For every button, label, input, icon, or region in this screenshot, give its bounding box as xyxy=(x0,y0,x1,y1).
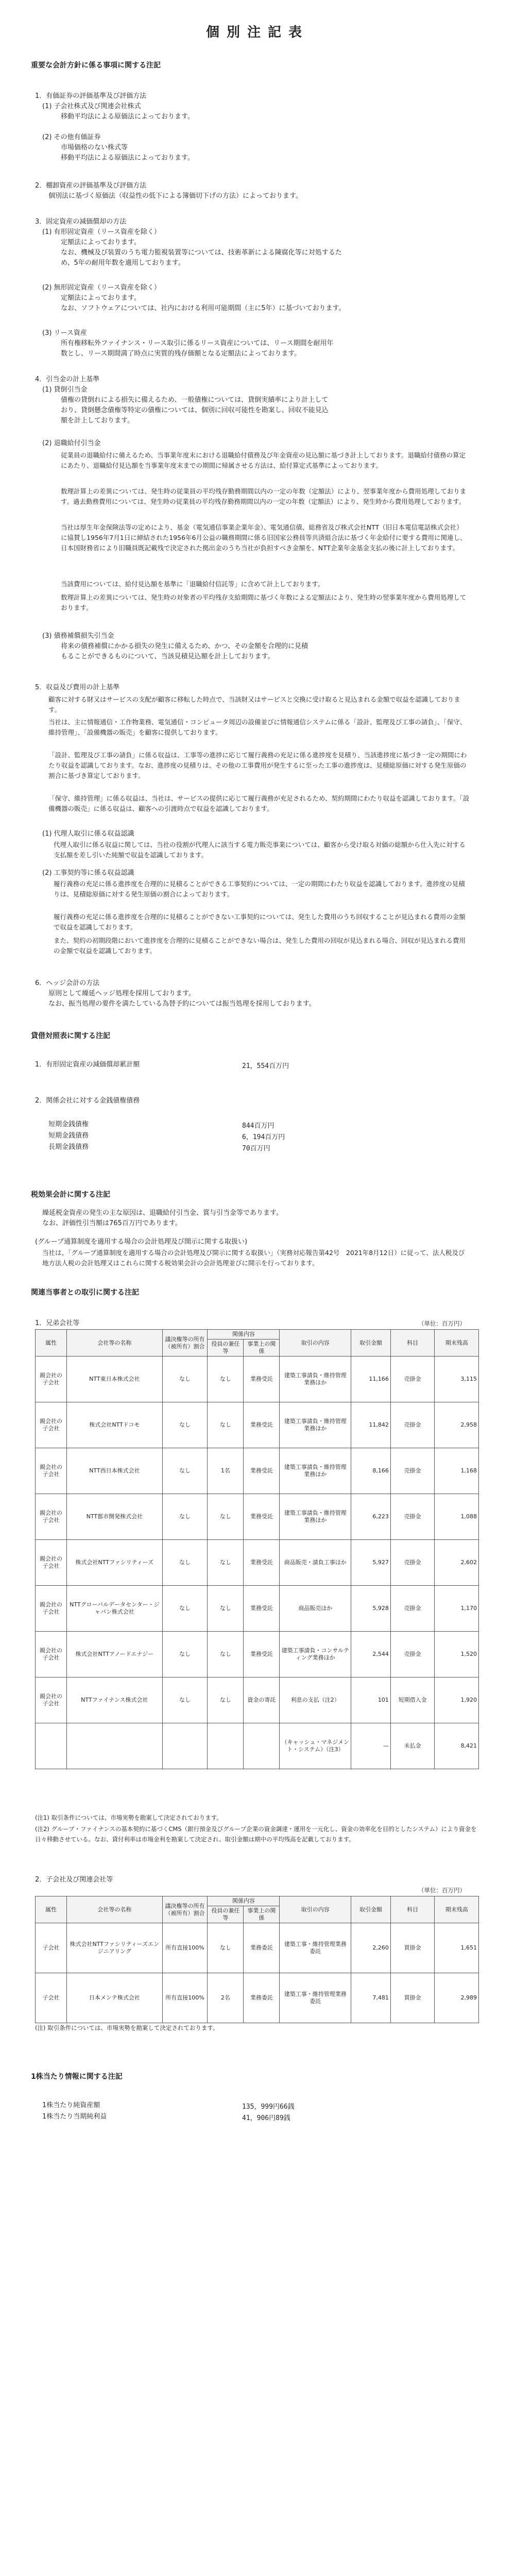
s3-heading: 3．固定資産の減価償却の方法 xyxy=(35,218,127,226)
s3-c-line2: 数とし、リース期間満了時点に実質的残存価額となる定額法によっております。 xyxy=(61,350,301,358)
rp-t1-cell-voting xyxy=(162,1723,208,1769)
rp-t1-unit: （単位：百万円） xyxy=(418,1320,466,1327)
s3-c-line1: 所有権移転外ファイナンス・リース取引に係るリース資産については、リース期間を耐用年 xyxy=(61,340,334,347)
rp-t1-col-business: 事業上の関係 xyxy=(244,1340,280,1357)
rp-t1-row xyxy=(36,1586,479,1632)
s4-c-line1: 将来の債務補償にかかる損失の発生に備えるため、かつ、その金額を合理的に見積 xyxy=(61,642,308,650)
rp-t2-col-officers: 役員の兼任等 xyxy=(208,1906,244,1923)
s3-b-line1: 定額法によっております。 xyxy=(61,294,141,302)
page-title: 個別注記表 xyxy=(205,25,309,40)
s1-b-heading: (2) その他有価証券 xyxy=(42,133,101,141)
rp-t1-col-voting: 議決権等の所有（被所有）割合 xyxy=(162,1330,208,1357)
rp-t1-cell-amount: 101 xyxy=(351,1677,391,1723)
pershare-row1-label: 1株当たり純資産額 xyxy=(42,2102,100,2109)
rp-t1-col-account: 科目 xyxy=(390,1330,435,1357)
rp-t1-col-amount: 取引金額 xyxy=(351,1330,391,1357)
rp-t2-row xyxy=(36,1973,479,2023)
s4-b-para4: 当該費用については、給付見込額を基準に「退職給付信託等」に含めて計上しております。 xyxy=(61,580,324,588)
s3-a-line1: 定額法によっております。 xyxy=(61,239,141,246)
bs-item1-label: 1．有形固定資産の減価償却累計額 xyxy=(35,1061,140,1069)
tax-line4: 当社は、「グループ通算制度を適用する場合の会計処理及び開示に関する取扱い」（実務対応報告第42号 2021年8月12日）に従って、法人税及び地方法人税の会計処理又はこれらに関する税効果会計の会計処理並びに開示を行っております。 xyxy=(42,1249,465,1267)
rp-t1-cell-officers: なし xyxy=(208,1586,244,1632)
rp-t1-cell-voting: なし xyxy=(162,1448,208,1494)
rp-t1-cell-company: NTTグローバルデータセンター・ジャパン株式会社 xyxy=(67,1586,163,1632)
rp-t2-col-relation: 関係内容 xyxy=(208,1896,280,1906)
rp-t2-heading: 2．子会社及び関連会社等 xyxy=(35,1876,113,1884)
rp-t2-cell-balance: 2,989 xyxy=(435,1973,479,2023)
tax-line3: (グループ通算制度を適用する場合の会計処理及び開示に関する取扱い) xyxy=(35,1238,248,1246)
rp-t2-col-company: 会社等の名称 xyxy=(67,1896,163,1923)
rp-t2-cell-attribute: 子会社 xyxy=(36,1923,67,1973)
rp-t1-row xyxy=(36,1540,479,1586)
rp-t1-col-relation: 関係内容 xyxy=(208,1330,280,1340)
rp-t1-cell-amount: 11,166 xyxy=(351,1357,391,1402)
pershare-row2-value: 41，906円89銭 xyxy=(242,2114,290,2122)
rp-t1-cell-business xyxy=(244,1723,280,1769)
rp-t1-cell-officers: 1名 xyxy=(208,1448,244,1494)
s4-b-heading: (2) 退職給付引当金 xyxy=(42,439,101,447)
s4-a-line1: 債権の貸倒れによる損失に備えるため、一般債権については、貸倒実績率により計上して xyxy=(61,396,329,404)
rp-t1-cell-company: 株式会社NTTファシリティーズ xyxy=(67,1540,163,1586)
rp-t1-row xyxy=(36,1677,479,1723)
s5-b-para1: 履行義務の充足に係る進捗度を合理的に見積ることができる工事契約については、一定の期間にわたり収益を認識しております。進捗度の見積りは、見積総原価に対する発生原価の割合によっております。 xyxy=(54,880,465,898)
s1-b-sub: 市場価格のない株式等 xyxy=(61,144,128,151)
rp-t2-cell-voting: 所有直接100% xyxy=(162,1973,208,2023)
rp-t2-row xyxy=(36,1923,479,1973)
rp-t1-row xyxy=(36,1357,479,1402)
rp-t1-cell-business: 業務受託 xyxy=(244,1402,280,1448)
rp-t1-row xyxy=(36,1448,479,1494)
rp-t2-cell-voting: 所有直接100% xyxy=(162,1923,208,1973)
rp-t1-cell-attribute: 親会社の子会社 xyxy=(36,1448,67,1494)
s4-a-heading: (1) 貸倒引当金 xyxy=(42,386,88,394)
rp-t1-cell-business: 業務受託 xyxy=(244,1632,280,1677)
rp-t1-cell-business: 業務受託 xyxy=(244,1357,280,1402)
tax-line2: なお、評価性引当額は765百万円であります。 xyxy=(42,1219,182,1227)
rp-t1-row xyxy=(36,1632,479,1677)
rp-heading: 関連当事者との取引に関する注記 xyxy=(31,1289,139,1297)
rp-t2-cell-officers: 2名 xyxy=(208,1973,244,2023)
pershare-row2-label: 1株当たり当期純利益 xyxy=(42,2113,107,2121)
s4-b-para5: 数理計算上の差異については、発生時の対象者の平均残存支給期間に基づく年数による定額法により、発生時の翌事業年度から費用処理しております。 xyxy=(61,594,467,612)
rp-t1-cell-account: 売掛金 xyxy=(390,1402,435,1448)
rp-t1-cell-voting: なし xyxy=(162,1677,208,1723)
rp-t1-col-transaction: 取引の内容 xyxy=(280,1330,351,1357)
tax-line1: 繰延税金資産の発生の主な原因は、退職給付引当金、賞与引当金等であります。 xyxy=(42,1209,283,1217)
s5-b-para3: また、契約の初期段階において進捗度を合理的に見積ることができない場合は、発生した費用の回収が見込まれる場合、回収が見込まれる費用の金額で収益を認識しております。 xyxy=(54,937,466,955)
rp-t1-cell-amount: 5,928 xyxy=(351,1586,391,1632)
s3-a-heading: (1) 有形固定資産（リース資産を除く） xyxy=(42,228,161,236)
s5-b-heading: (2) 工事契約等に係る収益認識 xyxy=(42,869,134,877)
bs-item2-label: 2．関係会社に対する金銭債権債務 xyxy=(35,1097,140,1105)
rp-t1-cell-amount: 6,223 xyxy=(351,1494,391,1540)
rp-t1-col-officers: 役員の兼任等 xyxy=(208,1340,244,1357)
rp-t1-cell-amount: — xyxy=(351,1723,391,1769)
rp-t1-cell-transaction: 利息の支払（注2） xyxy=(280,1677,351,1723)
rp-t1-note1: (注1) 取引条件については、市場実勢を勘案して決定されております。 xyxy=(35,1814,222,1821)
rp-t1-cell-voting: なし xyxy=(162,1540,208,1586)
s3-a-line2: なお、機械及び装置のうち電力監視装置等については、技術革新による陳腐化等に対処するた xyxy=(61,249,342,257)
s5-para2: 当社は、主に情報通信・工作物業務、電気通信・コンピュータ周辺の設備並びに情報通信システムに係る「設計、監理及び工事の請負」、「保守、維持管理」、「設備機器の販売」を顧客に提供しております。 xyxy=(48,718,467,736)
rp-t1-cell-business: 資金の寄託 xyxy=(244,1677,280,1723)
rp-t1-cell-balance: 1,170 xyxy=(435,1586,479,1632)
rp-t1-col-balance: 期末残高 xyxy=(435,1330,479,1357)
rp-t1-col-attribute: 属性 xyxy=(36,1330,67,1357)
rp-t1-cell-officers xyxy=(208,1723,244,1769)
rp-t1-cell-officers: なし xyxy=(208,1494,244,1540)
rp-t1-cell-company: NTTファイナンス株式会社 xyxy=(67,1677,163,1723)
s4-c-heading: (3) 債務補償損失引当金 xyxy=(42,632,114,640)
bs-row3-label: 長期金銭債務 xyxy=(48,1143,89,1151)
rp-t1-heading: 1．兄弟会社等 xyxy=(35,1319,80,1327)
rp-table-1 xyxy=(35,1329,479,1769)
rp-t2-cell-transaction: 建築工事・維持管理業務委託 xyxy=(280,1973,351,2023)
rp-t1-cell-voting: なし xyxy=(162,1357,208,1402)
rp-t1-cell-voting: なし xyxy=(162,1632,208,1677)
s5-a-para: 代理人取引に係る収益に関しては、当社の役割が代理人に該当する電力販売事業については、顧客から受け取る対価の総額から仕入先に対する支払額を差し引いた純額で収益を認識しております。 xyxy=(54,841,466,859)
s4-b-para1: 従業員の退職給付に備えるため、当事業年度末における退職給付債務及び年金資産の見込額に基づき計上しております。退職給付債務の算定にあたり、退職給付見込額を当事業年度末までの期間に帰属させる方法は、給付算定式基準によっております。 xyxy=(61,451,466,469)
rp-t1-cell-balance: 2,958 xyxy=(435,1402,479,1448)
rp-t1-cell-company: NTT都市開発株式会社 xyxy=(67,1494,163,1540)
s3-a-line3: め、5年の耐用年数を適用しております。 xyxy=(61,259,185,267)
s4-a-line3: 額を計上しております。 xyxy=(61,417,134,425)
s2-heading: 2．棚卸資産の評価基準及び評価方法 xyxy=(35,182,147,190)
rp-t1-cell-transaction: 建築工事請負・維持管理業務ほか xyxy=(280,1448,351,1494)
rp-t1-cell-officers: なし xyxy=(208,1632,244,1677)
rp-t2-cell-account: 買掛金 xyxy=(390,1973,435,2023)
rp-t1-cell-account: 売掛金 xyxy=(390,1357,435,1402)
s3-b-heading: (2) 無形固定資産（リース資産を除く） xyxy=(42,284,161,292)
s1-a-text: 移動平均法による原価法によっております。 xyxy=(61,113,194,121)
s3-c-heading: (3) リース資産 xyxy=(42,329,87,337)
s1-a-heading: (1) 子会社株式及び関連会社株式 xyxy=(42,103,141,110)
rp-t1-cell-account: 短期借入金 xyxy=(390,1677,435,1723)
rp-t2-cell-transaction: 建築工事・維持管理業務委託 xyxy=(280,1923,351,1973)
main-heading: 重要な会計方針に係る事項に関する注記 xyxy=(31,61,161,70)
rp-t2-col-business: 事業上の関係 xyxy=(244,1906,280,1923)
rp-t1-cell-account: 売掛金 xyxy=(390,1494,435,1540)
rp-t1-cell-voting: なし xyxy=(162,1402,208,1448)
rp-t2-cell-company: 株式会社NTTファシリティーズエンジニアリング xyxy=(67,1923,163,1973)
rp-t1-cell-attribute: 親会社の子会社 xyxy=(36,1586,67,1632)
rp-t2-cell-business: 業務委託 xyxy=(244,1973,280,2023)
rp-t2-note1: (注) 取引条件については、市場実勢を勘案して決定されております。 xyxy=(35,2024,219,2031)
s4-a-line2: おり、貸倒懸念債権等特定の債権については、個別に回収可能性を勘案し、回収不能見込 xyxy=(61,406,329,414)
rp-t1-cell-account: 売掛金 xyxy=(390,1448,435,1494)
rp-t1-cell-balance: 1,088 xyxy=(435,1494,479,1540)
rp-t1-cell-voting: なし xyxy=(162,1494,208,1540)
bs-item1-value: 21，554百万円 xyxy=(242,1062,289,1070)
rp-t1-cell-balance: 3,115 xyxy=(435,1357,479,1402)
rp-t1-cell-account: 未払金 xyxy=(390,1723,435,1769)
rp-t1-cell-business: 業務受託 xyxy=(244,1448,280,1494)
rp-t1-cell-attribute xyxy=(36,1723,67,1769)
rp-t2-cell-attribute: 子会社 xyxy=(36,1973,67,2023)
bs-row3-value: 70百万円 xyxy=(242,1145,270,1153)
rp-t2-col-voting: 議決権等の所有（被所有）割合 xyxy=(162,1896,208,1923)
rp-t1-cell-account: 売掛金 xyxy=(390,1540,435,1586)
pershare-row1-value: 135，999円66銭 xyxy=(242,2103,295,2111)
rp-t1-note2: (注2) グループ・ファイナンスの基本契約に基づくCMS（銀行預金及びグループ企業の資金調達・運用を一元化し、資金の効率化を目的としたシステム）により資金を日々移動させている。なお、貸付利率は市場金利を勘案して決定され、取引金額は期中の平均残高を記載しております。 xyxy=(35,1825,477,1843)
rp-t1-cell-company: 株式会社NTTアノードエナジー xyxy=(67,1632,163,1677)
rp-t1-cell-amount: 5,927 xyxy=(351,1540,391,1586)
bs-row1-value: 844百万円 xyxy=(242,1122,274,1130)
rp-t1-cell-balance: 8,421 xyxy=(435,1723,479,1769)
rp-t1-cell-balance: 2,602 xyxy=(435,1540,479,1586)
rp-t1-cell-business: 業務受託 xyxy=(244,1494,280,1540)
rp-t1-cell-company xyxy=(67,1723,163,1769)
s6-line1: 原則として繰延ヘッジ処理を採用しております。 xyxy=(48,990,195,997)
s4-b-para2: 数理計算上の差異については、発生時の従業員の平均残存勤務期間以内の一定の年数（定額法）により、翌事業年度から費用処理しております。過去勤務費用については、発生時の従業員の平均残存勤務期間以内の一定の年数（定額法）により、発生時から費用処理しております。 xyxy=(61,487,467,505)
s6-heading: 6．ヘッジ会計の方法 xyxy=(35,979,100,987)
rp-t2-col-amount: 取引金額 xyxy=(351,1896,391,1923)
rp-t2-cell-amount: 2,260 xyxy=(351,1923,391,1973)
s1-b-text: 移動平均法による原価法によっております。 xyxy=(61,154,194,162)
rp-t1-cell-officers: なし xyxy=(208,1357,244,1402)
rp-t1-cell-business: 業務受託 xyxy=(244,1586,280,1632)
rp-t1-cell-business: 業務受託 xyxy=(244,1540,280,1586)
rp-t1-cell-amount: 11,842 xyxy=(351,1402,391,1448)
rp-t1-cell-transaction: 商品販売ほか xyxy=(280,1586,351,1632)
rp-t2-cell-company: 日本メンテ株式会社 xyxy=(67,1973,163,2023)
s3-b-line2: なお、ソフトウェアについては、社内における利用可能期間（主に5年）に基づいております。 xyxy=(61,304,346,312)
s5-heading: 5．収益及び費用の計上基準 xyxy=(35,684,120,691)
rp-t1-cell-company: 株式会社NTTドコモ xyxy=(67,1402,163,1448)
rp-t1-cell-attribute: 親会社の子会社 xyxy=(36,1357,67,1402)
bs-row1-label: 短期金銭債権 xyxy=(48,1121,89,1128)
rp-t2-header-row xyxy=(36,1896,479,1906)
rp-t2-col-attribute: 属性 xyxy=(36,1896,67,1923)
rp-t1-cell-officers: なし xyxy=(208,1677,244,1723)
tax-heading: 税効果会計に関する注記 xyxy=(31,1191,110,1199)
rp-t1-cell-company: NTT西日本株式会社 xyxy=(67,1448,163,1494)
bs-row2-value: 6，194百万円 xyxy=(242,1133,285,1141)
s4-b-para3: 当社は厚生年金保険法等の定めにより、基金（電気通信事業企業年金）、電気通信債、総務省及び株式会社NTT（旧日本電信電話株式会社）に協賛し1956年7月1日に締結された1956年6月公益の職務期間に係る旧国家公務員等共済組合法に基づく年金給付に要する費用に関連し、日本国財務省により旧職員既記載残で決定された拠出金のうち当社が負担すべき金額を、NTT企業年金基金支払の後に計上しております。 xyxy=(61,523,467,552)
rp-t1-cell-attribute: 親会社の子会社 xyxy=(36,1632,67,1677)
s5-a-heading: (1) 代理人取引に係る収益認識 xyxy=(42,830,134,838)
rp-t2-col-account: 科目 xyxy=(390,1896,435,1923)
rp-t1-cell-attribute: 親会社の子会社 xyxy=(36,1540,67,1586)
rp-t1-cell-attribute: 親会社の子会社 xyxy=(36,1677,67,1723)
rp-t1-cell-attribute: 親会社の子会社 xyxy=(36,1402,67,1448)
s1-heading: 1．有価証券の評価基準及び評価方法 xyxy=(35,92,147,100)
rp-t1-cell-account: 売掛金 xyxy=(390,1586,435,1632)
s4-c-line2: もることができるものについて、当該見積見込額を計上しております。 xyxy=(61,653,274,660)
rp-t1-cell-balance: 1,920 xyxy=(435,1677,479,1723)
rp-t1-cell-attribute: 親会社の子会社 xyxy=(36,1494,67,1540)
rp-t1-cell-amount: 8,166 xyxy=(351,1448,391,1494)
rp-t1-cell-officers: なし xyxy=(208,1540,244,1586)
rp-t1-cell-amount: 2,544 xyxy=(351,1632,391,1677)
s5-b-para2: 履行義務の充足に係る進捗度を合理的に見積ることができない工事契約については、発生した費用のうち回収することが見込まれる費用の金額で収益を認識しております。 xyxy=(54,913,466,931)
rp-t1-cell-balance: 1,168 xyxy=(435,1448,479,1494)
s5-para4: 「保守、維持管理」に係る収益は、当社は、サービスの提供に応じて履行義務が充足されるため、契約期間にわたり収益を認識しております。「設備機器の販売」に係る収益は、顧客への引渡時点で収益を認識しております。 xyxy=(48,794,470,812)
bs-row2-label: 短期金銭債務 xyxy=(48,1132,89,1140)
rp-t1-row xyxy=(36,1494,479,1540)
rp-t2-cell-amount: 7,481 xyxy=(351,1973,391,2023)
rp-t1-row xyxy=(36,1402,479,1448)
rp-t1-cell-transaction: 建築工事請負・維持管理業務ほか xyxy=(280,1402,351,1448)
rp-t1-cell-voting: なし xyxy=(162,1586,208,1632)
rp-t2-cell-business: 業務委託 xyxy=(244,1923,280,1973)
rp-t1-cell-transaction: 建築工事請負・維持管理業務ほか xyxy=(280,1494,351,1540)
rp-t1-row xyxy=(36,1723,479,1769)
s2-text: 個別法に基づく原価法（収益性の低下による簿価切下げの方法）によっております。 xyxy=(48,192,302,200)
rp-t1-cell-transaction: 建築工事請負・維持管理業務ほか xyxy=(280,1357,351,1402)
rp-t1-cell-transaction: （キャッシュ・マネジメント・システム）（注3） xyxy=(280,1723,351,1769)
rp-t1-col-company: 会社等の名称 xyxy=(67,1330,163,1357)
pershare-heading: 1株当たり情報に関する注記 xyxy=(31,2073,123,2081)
bs-heading: 貸借対照表に関する注記 xyxy=(31,1032,110,1040)
s5-para3: 「設計、監理及び工事の請負」に係る収益は、工事等の進捗に応じて履行義務の充足に係る進捗度を見積り、当該進捗度に基づき一定の期間にわたり収益を認識しております。なお、進捗度の見積りは、その他の工事費用が発生するに至った工事の進捗度は、見積総原価に対する発生原価の割合に基づき算定しております。 xyxy=(48,751,467,779)
rp-t1-cell-account: 売掛金 xyxy=(390,1632,435,1677)
rp-t1-cell-balance: 1,520 xyxy=(435,1632,479,1677)
s6-line2: なお、振当処理の要件を満たしている為替予約については振当処理を採用しております。 xyxy=(48,1000,316,1008)
rp-t2-cell-account: 買掛金 xyxy=(390,1923,435,1973)
rp-t2-cell-balance: 1,651 xyxy=(435,1923,479,1973)
s4-heading: 4．引当金の計上基準 xyxy=(35,376,100,383)
rp-t1-cell-transaction: 商品販売・請負工事ほか xyxy=(280,1540,351,1586)
s5-para1: 顧客に対する財又はサービスの支配が顧客に移転した時点で、当該財又はサービスと交換に受け取ると見込まれる金額で収益を認識しております。 xyxy=(48,696,460,714)
rp-t2-col-balance: 期末残高 xyxy=(435,1896,479,1923)
rp-table-2 xyxy=(35,1896,479,2023)
rp-t2-unit: （単位：百万円） xyxy=(418,1887,466,1894)
rp-t2-col-transaction: 取引の内容 xyxy=(280,1896,351,1923)
rp-t1-cell-transaction: 建築工事請負・コンサルティング業務ほか xyxy=(280,1632,351,1677)
rp-t1-cell-company: NTT東日本株式会社 xyxy=(67,1357,163,1402)
rp-t2-cell-officers: なし xyxy=(208,1923,244,1973)
rp-t1-header-row xyxy=(36,1330,479,1340)
rp-t1-cell-officers: なし xyxy=(208,1402,244,1448)
